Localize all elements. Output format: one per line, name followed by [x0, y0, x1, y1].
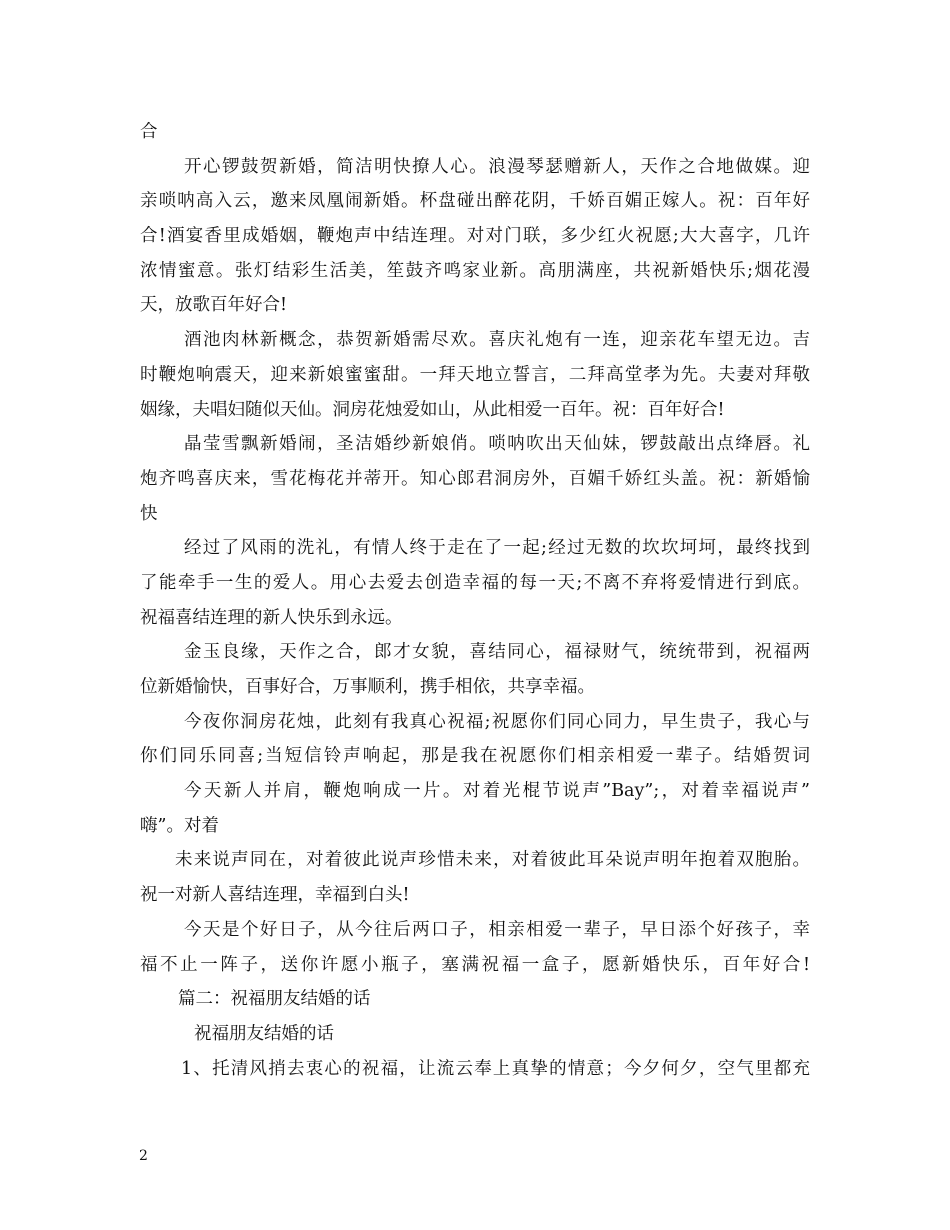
- text-line: 晶莹雪飘新婚闹，圣洁婚纱新娘俏。唢呐吹出天仙妹，锣鼓敲出点绛唇。礼: [184, 434, 810, 455]
- text-line: 金玉良缘，天作之合，郎才女貌，喜结同心，福禄财气，统统带到，祝福两: [184, 642, 810, 663]
- text-line: 祝一对新人喜结连理，幸福到白头!: [140, 885, 410, 906]
- text-line: 今天是个好日子，从今往后两口子，相亲相爱一辈子，早日添个好孩子，幸: [184, 919, 810, 940]
- text-line: 炮齐鸣喜庆来，雪花梅花并蒂开。知心郎君洞房外，百媚千娇红头盖。祝：新婚愉: [140, 468, 810, 489]
- text-line: 1、托清风捎去衷心的祝福，让流云奉上真挚的情意；今夕何夕，空气里都充: [181, 1058, 810, 1079]
- text-line: 福不止一阵子，送你许愿小瓶子，塞满祝福一盒子，愿新婚快乐，百年好合!: [140, 954, 810, 975]
- page-number: 2: [139, 1148, 148, 1164]
- text-line: 了能牵手一生的爱人。用心去爱去创造幸福的每一天;不离不弃将爱情进行到底。: [140, 572, 810, 593]
- text-line: 时鞭炮响震天，迎来新娘蜜蜜甜。一拜天地立誓言，二拜高堂孝为先。夫妻对拜敬: [140, 364, 810, 385]
- section-heading: 篇二：祝福朋友结婚的话: [178, 989, 371, 1010]
- text-line: 祝福喜结连理的新人快乐到永远。: [140, 607, 403, 628]
- text-line: 今夜你洞房花烛，此刻有我真心祝福;祝愿你们同心同力，早生贵子，我心与: [184, 711, 810, 732]
- text-line: 合: [140, 122, 158, 142]
- text-line: 开心锣鼓贺新婚，简洁明快撩人心。浪漫琴瑟赠新人，天作之合地做媒。迎: [184, 156, 810, 177]
- text-line: 快: [140, 503, 158, 524]
- text-line: 合!酒宴香里成婚姻，鞭炮声中结连理。对对门联，多少红火祝愿;大大喜字，几许: [140, 226, 810, 247]
- text-line: 嗨”。对着: [140, 815, 219, 836]
- text-line: 姻缘，夫唱妇随似天仙。洞房花烛爱如山，从此相爱一百年。祝：百年好合!: [140, 399, 725, 420]
- text-line: 未来说声同在，对着彼此说声珍惜未来，对着彼此耳朵说声明年抱着双胞胎。: [175, 850, 810, 871]
- document-body: [140, 115, 810, 1086]
- text-line: 位新婚愉快，百事好合，万事顺利，携手相依，共享幸福。: [140, 677, 595, 697]
- text-line: 天，放歌百年好合!: [140, 295, 288, 316]
- text-line: 今天新人并肩，鞭炮响成一片。对着光棍节说声”Bay”;，对着幸福说声”: [184, 781, 810, 802]
- text-line: 浓情蜜意。张灯结彩生活美，笙鼓齐鸣家业新。高朋满座，共祝新婚快乐;烟花漫: [140, 260, 810, 281]
- text-line: 酒池肉林新概念，恭贺新婚需尽欢。喜庆礼炮有一连，迎亲花车望无边。吉: [184, 330, 810, 351]
- text-line: 你们同乐同喜;当短信铃声响起，那是我在祝愿你们相亲相爱一辈子。结婚贺词: [140, 746, 810, 767]
- text-line: 亲唢呐高入云，邀来凤凰闹新婚。杯盘碰出醉花阴，千娇百媚正嫁人。祝：百年好: [140, 191, 810, 212]
- text-line: 经过了风雨的洗礼，有情人终于走在了一起;经过无数的坎坎坷坷，最终找到: [184, 538, 810, 559]
- section-subheading: 祝福朋友结婚的话: [194, 1023, 334, 1044]
